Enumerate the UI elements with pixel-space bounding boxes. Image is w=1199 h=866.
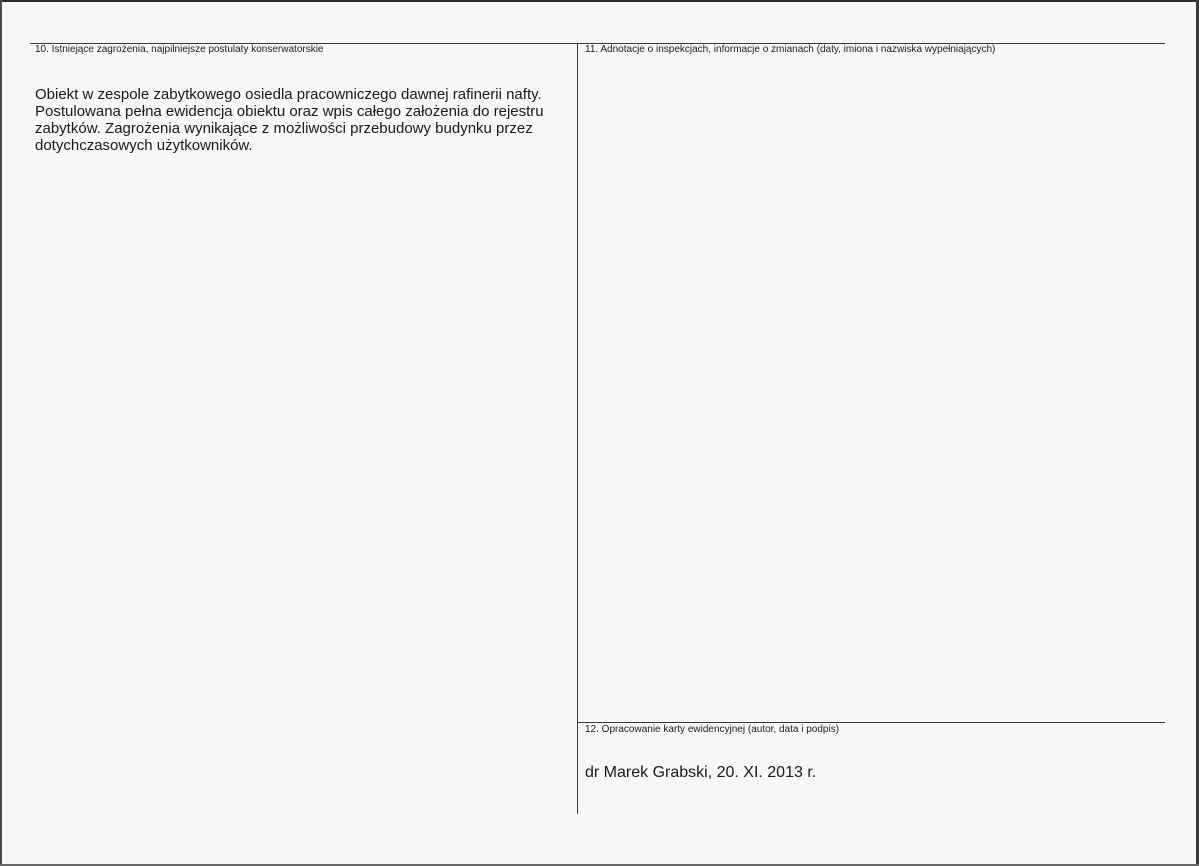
section10-body-line: zabytków. Zagrożenia wynikające z możliwości przebudowy budynku przez — [35, 120, 533, 137]
section10-body-line: dotychczasowych użytkowników. — [35, 137, 253, 154]
section12-rule — [577, 722, 1165, 723]
section11-heading: 11. Adnotacje o inspekcjach, informacje o zmianach (daty, imiona i nazwiska wypełniających) — [585, 44, 996, 55]
column-divider — [577, 43, 578, 814]
section10-heading: 10. Istniejące zagrożenia, najpilniejsze postulaty konserwatorskie — [35, 44, 324, 55]
scan-edge-top — [0, 0, 1199, 2]
author-signature-text: dr Marek Grabski, 20. XI. 2013 r. — [585, 764, 817, 781]
section12-heading: 12. Opracowanie karty ewidencyjnej (autor, data i podpis) — [585, 724, 840, 735]
scan-edge-left — [0, 0, 2, 866]
section10-body-line: Postulowana pełna ewidencja obiektu oraz wpis całego założenia do rejestru — [35, 103, 544, 120]
section10-body-line: Obiekt w zespole zabytkowego osiedla pracowniczego dawnej rafinerii nafty. — [35, 86, 542, 103]
section10-body — [35, 86, 544, 154]
